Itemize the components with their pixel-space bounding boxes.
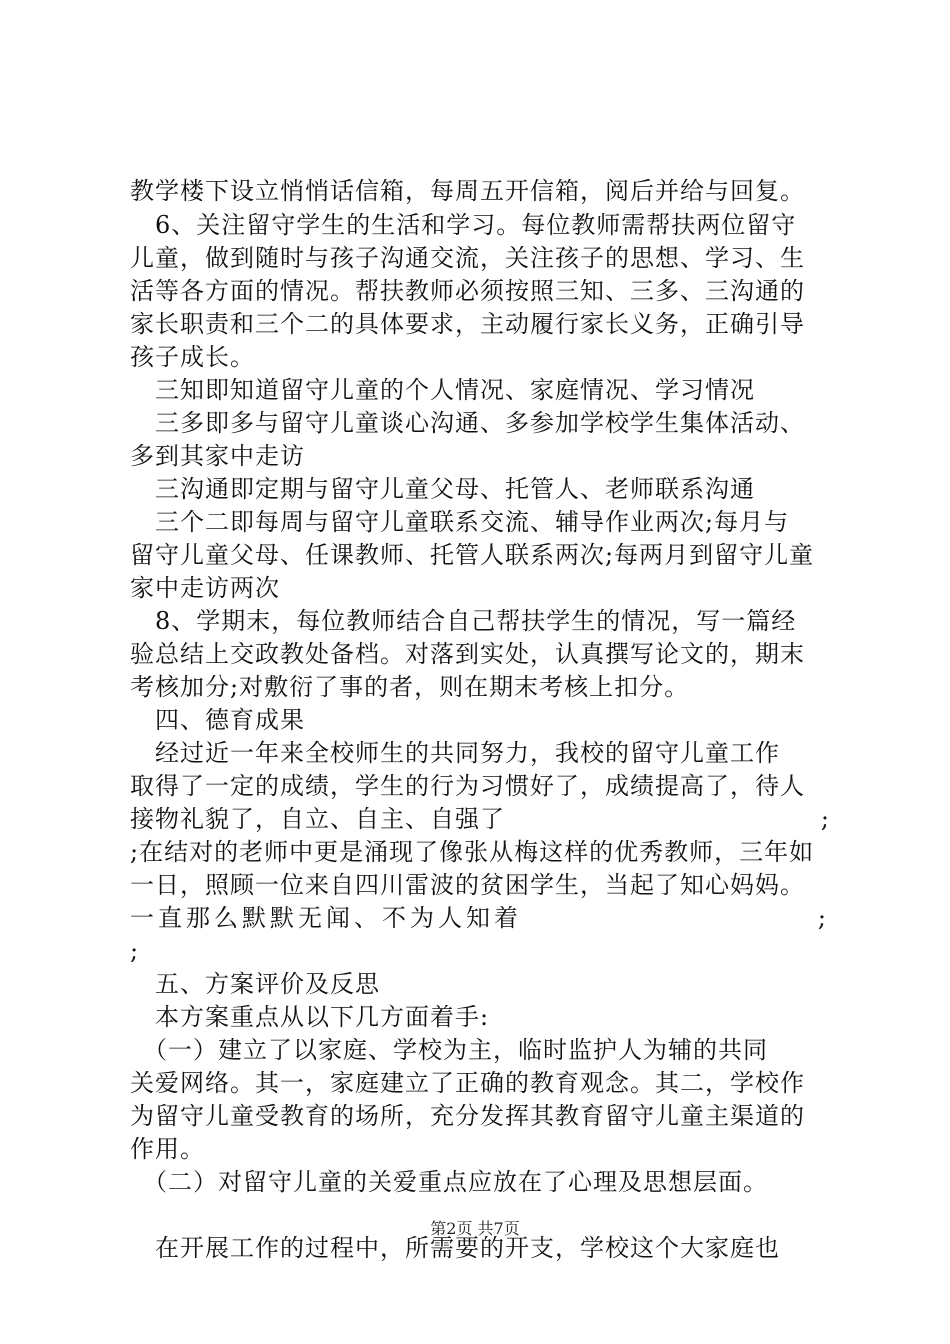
text-line-justified: [130, 903, 830, 933]
text-line: （一）建立了以家庭、学校为主，临时监护人为辅的共同: [130, 1036, 768, 1064]
section-heading: 五、方案评价及反思: [130, 970, 380, 998]
text-line: 家长职责和三个二的具体要求，主动履行家长义务，正确引导: [130, 310, 805, 338]
text-line: 8、学期末，每位教师结合自己帮扶学生的情况，写一篇经: [130, 607, 797, 635]
text-line: 三个二即每周与留守儿童联系交流、辅导作业两次;每月与: [130, 508, 790, 536]
text-line: 家中走访两次: [130, 574, 280, 602]
text-line: 儿童，做到随时与孩子沟通交流，关注孩子的思想、学习、生: [130, 244, 805, 272]
text-line: 6、关注留守学生的生活和学习。每位教师需帮扶两位留守: [130, 211, 797, 239]
text-line: 一日，照顾一位来自四川雷波的贫困学生，当起了知心妈妈。: [130, 871, 805, 899]
text-line: 作用。: [130, 1135, 205, 1163]
text-line: 验总结上交政教处备档。对落到实处，认真撰写论文的，期末: [130, 640, 805, 668]
page-footer: 第2页 共7页: [430, 1219, 520, 1238]
text-line: 三知即知道留守儿童的个人情况、家庭情况、学习情况: [130, 376, 755, 404]
text-line: ;: [130, 937, 140, 965]
text-segment: 一直那么默默无闻、不为人知着: [130, 904, 522, 932]
text-line-justified: [130, 804, 830, 834]
text-line: 多到其家中走访: [130, 442, 305, 470]
text-segment: ;: [817, 904, 830, 932]
text-line: 孩子成长。: [130, 343, 255, 371]
text-line: 留守儿童父母、任课教师、托管人联系两次;每两月到留守儿童: [130, 541, 815, 569]
text-line: 考核加分;对敷衍了事的者，则在期末考核上扣分。: [130, 673, 690, 701]
text-line: 取得了一定的成绩，学生的行为习惯好了，成绩提高了，待人: [130, 772, 805, 800]
text-line: ;在结对的老师中更是涌现了像张从梅这样的优秀教师，三年如: [130, 838, 815, 866]
text-line: 三多即多与留守儿童谈心沟通、多参加学校学生集体活动、: [130, 409, 805, 437]
text-line: 本方案重点从以下几方面着手:: [130, 1003, 490, 1031]
text-line: 在开展工作的过程中，所需要的开支，学校这个大家庭也: [130, 1234, 780, 1262]
text-line: 为留守儿童受教育的场所，充分发挥其教育留守儿童主渠道的: [130, 1102, 805, 1130]
section-heading: 四、德育成果: [130, 706, 305, 734]
text-segment: ;: [820, 805, 830, 833]
text-line: 三沟通即定期与留守儿童父母、托管人、老师联系沟通: [130, 475, 755, 503]
text-line: 活等各方面的情况。帮扶教师必须按照三知、三多、三沟通的: [130, 277, 805, 305]
text-line: （二）对留守儿童的关爱重点应放在了心理及思想层面。: [130, 1168, 768, 1196]
text-segment: 接物礼貌了，自立、自主、自强了: [130, 805, 505, 833]
text-line: 关爱网络。其一，家庭建立了正确的教育观念。其二，学校作: [130, 1069, 805, 1097]
text-line: 教学楼下设立悄悄话信箱，每周五开信箱，阅后并给与回复。: [130, 177, 805, 205]
text-line: 经过近一年来全校师生的共同努力，我校的留守儿童工作: [130, 739, 780, 767]
